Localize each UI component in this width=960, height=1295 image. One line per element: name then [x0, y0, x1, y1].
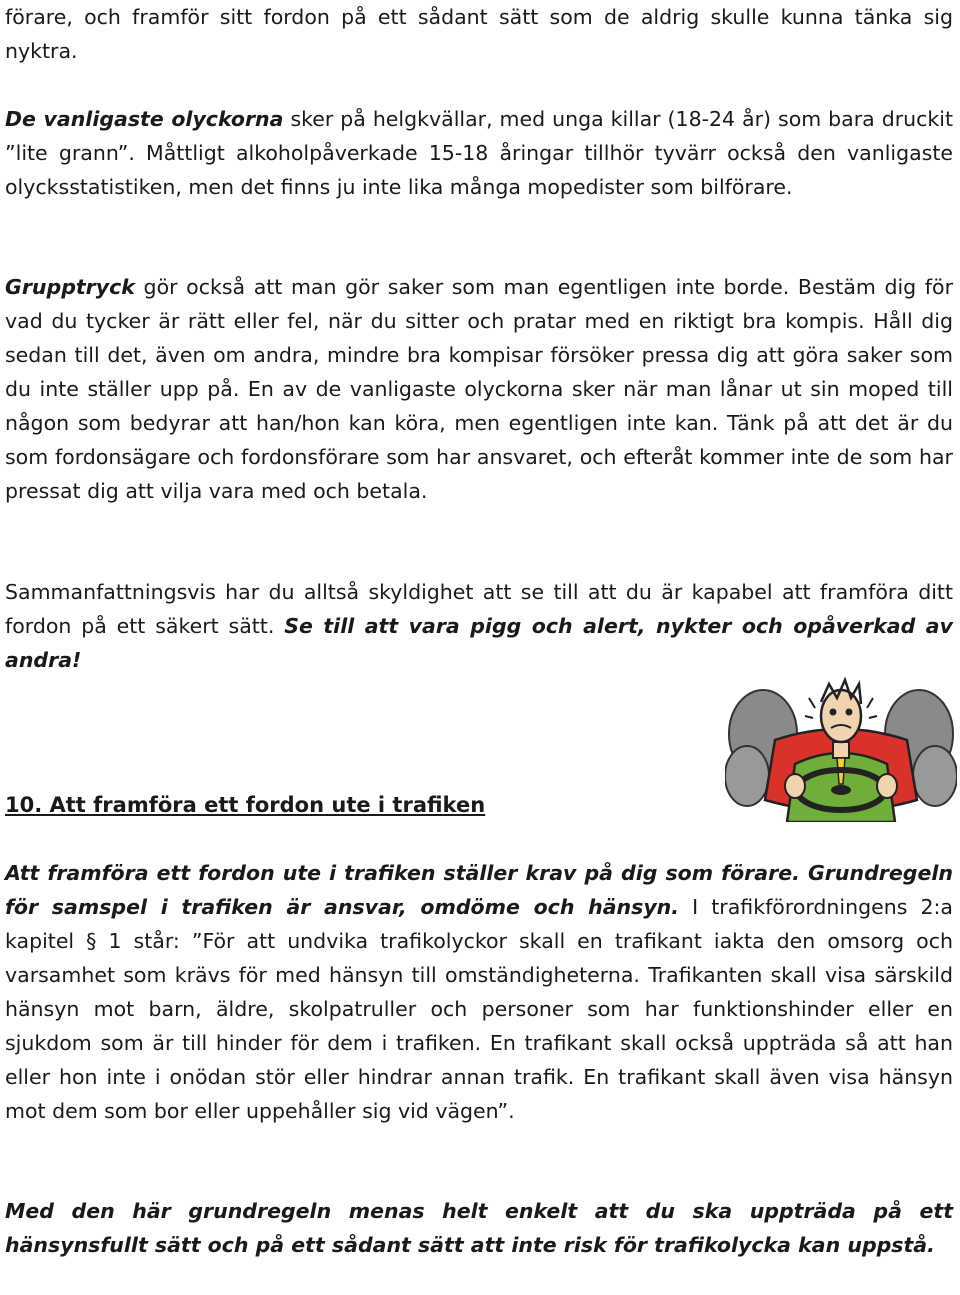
traffic-rules-paragraph	[5, 856, 953, 1128]
driver-head	[821, 680, 861, 742]
section-heading: 10. Att framföra ett fordon ute i trafiken	[5, 793, 486, 817]
conclusion-paragraph: Med den här grundregeln menas helt enkelt att du ska uppträda på ett hänsynsfullt sätt och på ett sådant sätt att inte risk för trafikolycka kan uppstå.	[5, 1199, 953, 1257]
summary-text: Sammanfattningsvis har du alltså skyldighet att se till att du är kapabel att framföra ditt fordon på ett säkert sätt.	[5, 580, 953, 638]
accidents-text: sker på helgkvällar, med unga killar (18-24 år) som bara druckit ”lite grann”. Måttligt alkoholpåverkade 15-18 åringar tillhör tyvärr också den vanligaste olycksstatistiken, men det finns ju inte lika många mopedister som bilförare.	[5, 107, 953, 199]
traffic-rules-text: I trafikförordningens 2:a kapitel § 1 står: ”För att undvika trafikolyckor skall en trafikant iakta den omsorg och varsamhet som krävs för med hänsyn till omständigheterna. Trafikanten skall visa särskild hänsyn mot barn, äldre, skolpatruller och personer som har funktionshinder eller en sjukdom som är till hinder för dem i trafiken. En trafikant skall också uppträda så att han eller hon inte i onödan stör eller hindrar annan trafik. En trafikant skall även visa hänsyn mot dem som bor eller uppehåller sig vid vägen”.	[5, 895, 953, 1123]
summary-emphasis: Se till att vara pigg och alert, nykter och opåverkad av andra!	[5, 614, 953, 672]
stressed-driver-illustration	[725, 672, 957, 822]
summary-paragraph	[5, 575, 953, 677]
right-hand	[877, 774, 897, 798]
accidents-lead: De vanligaste olyckorna	[5, 107, 284, 131]
traffic-rules-emphasis: Att framföra ett fordon ute i trafiken ställer krav på dig som förare. Grundregeln för samspel i trafiken är ansvar, omdöme och hänsyn.	[5, 861, 953, 919]
peer-pressure-paragraph	[5, 270, 953, 508]
intro-paragraph: förare, och framför sitt fordon på ett sådant sätt som de aldrig skulle kunna tänka sig nyktra.	[5, 5, 953, 63]
left-hand	[785, 774, 805, 798]
peer-pressure-lead: Grupptryck	[5, 275, 135, 299]
accidents-paragraph	[5, 102, 953, 204]
peer-pressure-text: gör också att man gör saker som man egentligen inte borde. Bestäm dig för vad du tycker är rätt eller fel, när du sitter och pratar med en riktigt bra kompis. Håll dig sedan till det, även om andra, mindre bra kompisar försöker pressa dig att göra saker som du inte ställer upp på. En av de vanligaste olyckorna sker när man lånar ut sin moped till någon som bedyrar att han/hon kan köra, men egentligen inte kan. Tänk på att det är du som fordonsägare och fordonsförare som har ansvaret, och efteråt kommer inte de som har pressat dig att vilja vara med och betala.	[5, 275, 953, 503]
